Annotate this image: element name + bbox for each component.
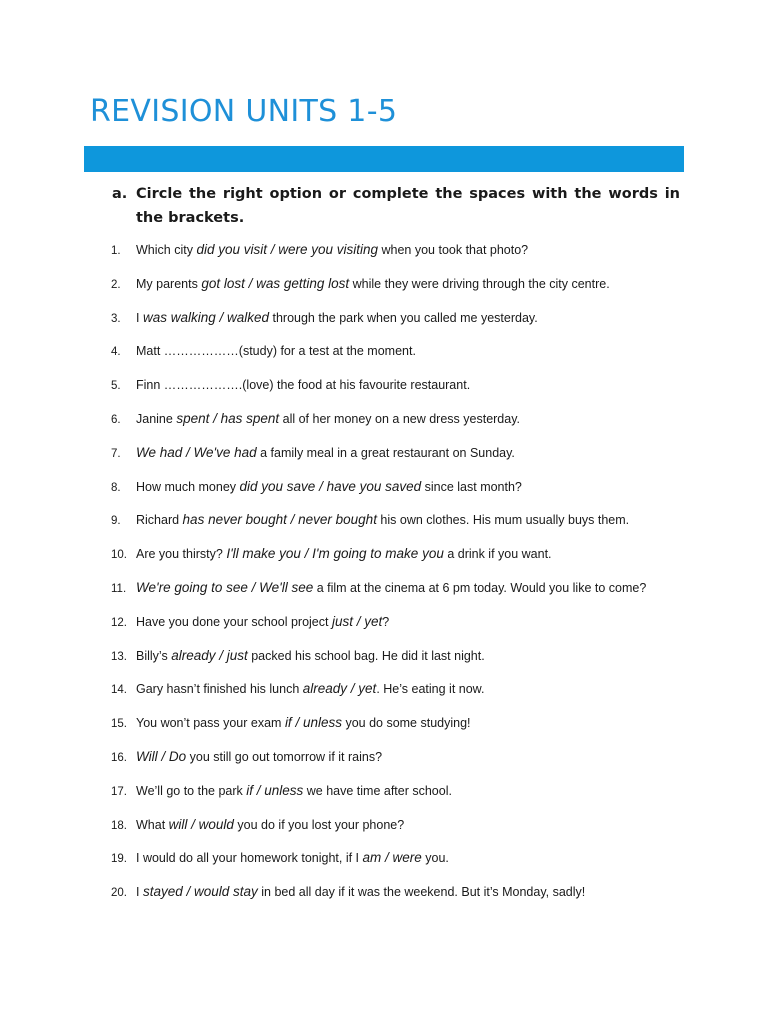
- exercise-item: [111, 274, 711, 308]
- item-number: 1.: [111, 245, 121, 257]
- item-options[interactable]: got lost / was getting lost: [201, 275, 350, 291]
- exercise-item: [111, 781, 711, 815]
- item-number: 2.: [111, 278, 121, 291]
- item-number: 3.: [111, 312, 121, 325]
- item-text-before: I: [136, 885, 143, 900]
- item-options[interactable]: am / were: [362, 850, 422, 866]
- exercise-item: [111, 341, 711, 375]
- item-text-after: a drink if you want.: [443, 547, 552, 562]
- item-text-before: I: [136, 310, 143, 325]
- item-text-after: when you took that photo?: [378, 243, 529, 257]
- item-options[interactable]: will / would: [168, 816, 234, 832]
- exercise-item: [111, 815, 711, 849]
- item-number: 10.: [111, 549, 127, 562]
- item-text-after: ?: [382, 614, 390, 629]
- exercise-item: [111, 477, 711, 511]
- item-number: 7.: [111, 447, 121, 460]
- item-text-after: through the park when you called me yesterday.: [269, 310, 538, 325]
- item-text-before: Are you thirsty?: [136, 547, 227, 562]
- item-text-before: Billy’s: [136, 648, 172, 663]
- item-text-after: a film at the cinema at 6 pm today. Would you like to come?: [313, 580, 647, 595]
- instruction: [112, 182, 680, 230]
- item-number: 9.: [111, 515, 121, 528]
- item-text-before: Richard: [136, 513, 183, 528]
- item-text-after: packed his school bag. He did it last night.: [247, 648, 485, 663]
- item-options[interactable]: did you visit / were you visiting: [196, 242, 379, 257]
- item-text-after: you do if you lost your phone?: [233, 817, 405, 832]
- exercise-item: [111, 240, 711, 274]
- item-text-after: you.: [421, 851, 449, 866]
- exercise-item: [111, 409, 711, 443]
- item-number: 4.: [111, 346, 121, 359]
- item-text-before: Have you done your school project: [136, 614, 332, 629]
- item-options[interactable]: spent / has spent: [176, 410, 280, 426]
- exercise-item: [111, 679, 711, 713]
- item-options[interactable]: stayed / would stay: [142, 884, 258, 900]
- item-number: 16.: [111, 751, 127, 764]
- item-text-before: What: [136, 817, 169, 832]
- exercise-item: [111, 747, 711, 781]
- item-text-after: you still go out tomorrow if it rains?: [186, 749, 383, 764]
- item-options[interactable]: already / yet: [302, 681, 377, 697]
- item-text-before: Which city: [136, 243, 197, 257]
- item-options[interactable]: did you save / have you saved: [239, 478, 422, 494]
- exercise-item: [111, 713, 711, 747]
- item-text-after: we have time after school.: [303, 783, 452, 798]
- item-options[interactable]: We had / We've had: [136, 444, 257, 460]
- item-text-before: Janine: [136, 411, 177, 426]
- exercise-list: [111, 240, 711, 916]
- item-text-after: a family meal in a great restaurant on Sunday.: [256, 445, 515, 460]
- item-number: 17.: [111, 785, 127, 798]
- item-number: 5.: [111, 380, 121, 393]
- exercise-item: [111, 375, 711, 409]
- item-text-before: We’ll go to the park: [136, 783, 247, 798]
- item-options[interactable]: Will / Do: [136, 748, 187, 764]
- item-text-after: his own clothes. His mum usually buys them.: [376, 513, 630, 528]
- item-text-after: since last month?: [421, 479, 522, 494]
- exercise-item: [111, 882, 711, 916]
- exercise-item: [111, 544, 711, 578]
- exercise-item: [111, 510, 711, 544]
- item-number: 13.: [111, 650, 127, 663]
- item-text-after: in bed all day if it was the weekend. But it’s Monday, sadly!: [257, 885, 586, 900]
- item-text-before: Gary hasn’t finished his lunch: [136, 682, 303, 697]
- instruction-letter: a.: [112, 186, 128, 202]
- item-options[interactable]: just / yet: [331, 613, 383, 629]
- item-options[interactable]: has never bought / never bought: [182, 512, 377, 528]
- item-options[interactable]: was walking / walked: [142, 309, 270, 325]
- item-text-after: while they were driving through the city centre.: [349, 276, 610, 291]
- item-number: 6.: [111, 413, 121, 426]
- item-number: 11.: [111, 582, 127, 595]
- item-number: 14.: [111, 684, 127, 697]
- item-number: 18.: [111, 819, 127, 832]
- item-number: 15.: [111, 718, 127, 731]
- item-text-before: Matt ………………(study) for a test at the moment.: [136, 344, 416, 359]
- item-text-before: How much money: [136, 479, 240, 494]
- exercise-item: [111, 308, 711, 342]
- item-number: 8.: [111, 481, 121, 494]
- exercise-item: [111, 848, 711, 882]
- item-options[interactable]: if / unless: [246, 782, 304, 798]
- item-text-after: all of her money on a new dress yesterday.: [279, 411, 521, 426]
- item-number: 12.: [111, 616, 127, 629]
- item-options[interactable]: We're going to see / We'll see: [136, 579, 314, 595]
- item-options[interactable]: already / just: [171, 647, 248, 663]
- item-number: 20.: [111, 887, 127, 900]
- exercise-item: [111, 612, 711, 646]
- item-text-before: I would do all your homework tonight, if I: [136, 851, 363, 866]
- item-number: 19.: [111, 853, 127, 866]
- instruction-text: Circle the right option or complete the spaces with the words in the brackets.: [136, 186, 680, 226]
- exercise-item: [111, 443, 711, 477]
- item-text-after: . He’s eating it now.: [376, 682, 485, 697]
- item-options[interactable]: if / unless: [284, 715, 342, 731]
- page-title: REVISION UNITS 1-5: [90, 94, 398, 129]
- header-bar: [84, 146, 684, 172]
- item-options[interactable]: I'll make you / I'm going to make you: [226, 546, 444, 562]
- exercise-item: [111, 646, 711, 680]
- exercise-item: [111, 578, 711, 612]
- item-text-before: Finn ……………….(love) the food at his favourite restaurant.: [136, 378, 471, 393]
- item-text-before: You won’t pass your exam: [136, 716, 285, 731]
- item-text-after: you do some studying!: [341, 716, 471, 731]
- item-text-before: My parents: [136, 276, 202, 291]
